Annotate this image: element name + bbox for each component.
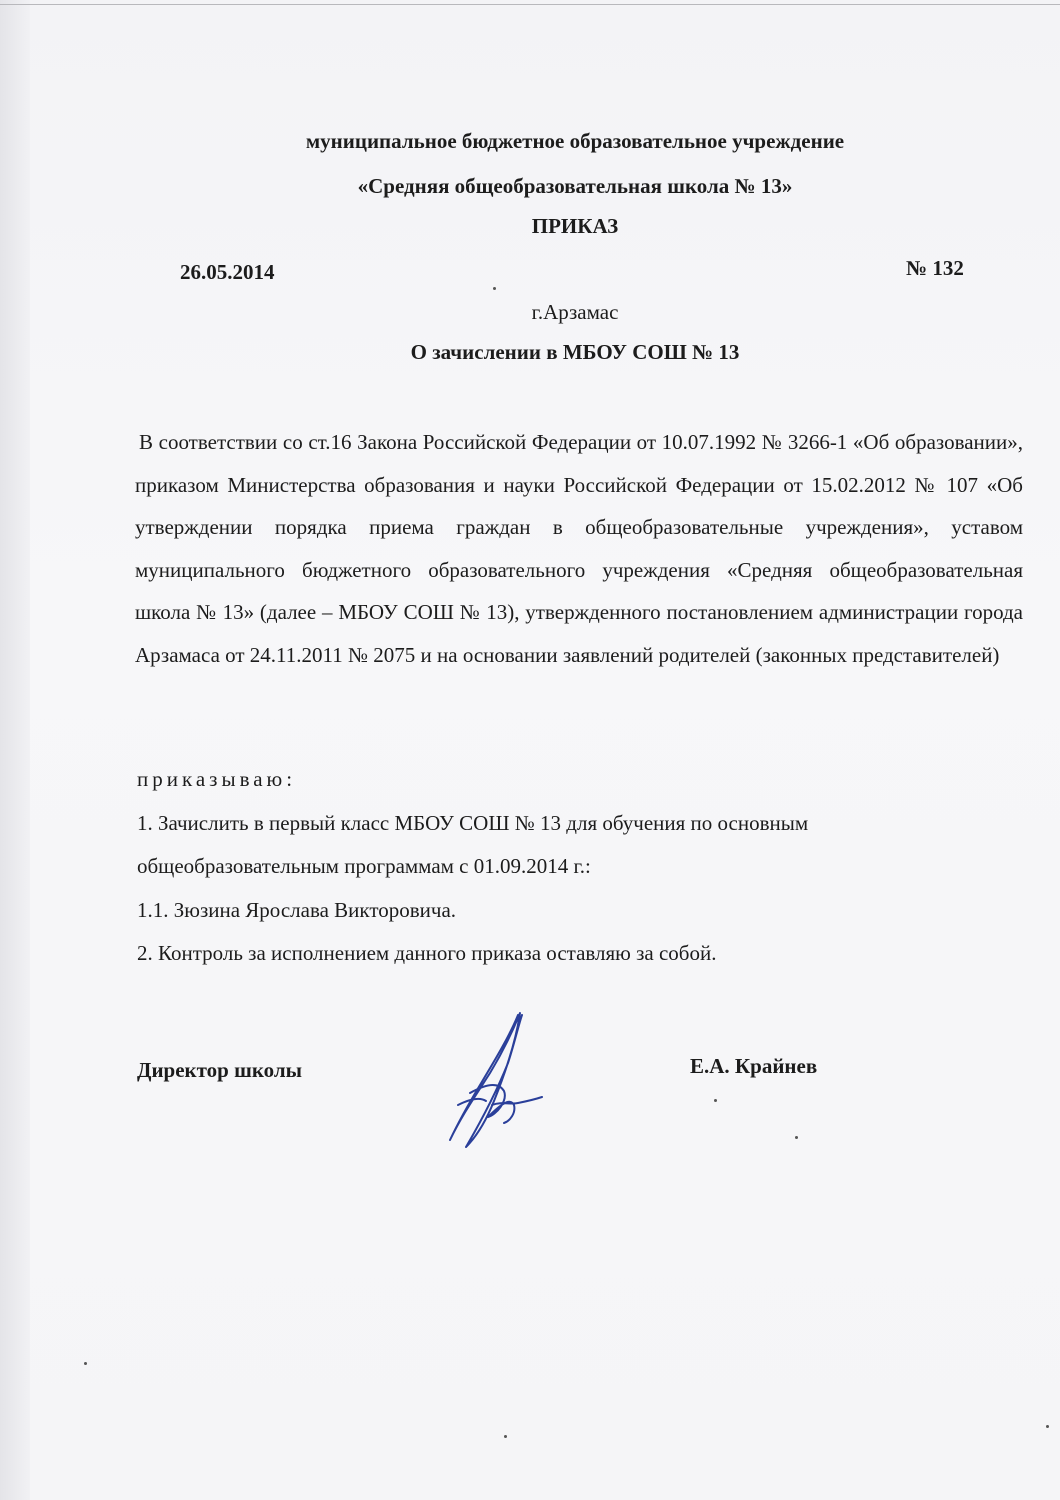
item-1-line1: 1. Зачислить в первый класс МБОУ СОШ № 13 для обучения по основным xyxy=(137,810,809,835)
handwritten-signature xyxy=(440,1005,560,1155)
order-word: приказываю: xyxy=(137,767,297,791)
order-number: № 132 xyxy=(906,256,964,280)
preamble-paragraph xyxy=(135,421,1023,676)
paper-speck xyxy=(795,1136,798,1139)
org-name-line1: муниципальное бюджетное образовательное учреждение xyxy=(305,129,845,153)
paper-speck xyxy=(714,1099,717,1102)
paper-speck xyxy=(493,287,496,290)
item-1-line2: общеобразовательным программам с 01.09.2014 г.: xyxy=(137,854,591,878)
paper-speck xyxy=(504,1435,507,1438)
document-type: ПРИКАЗ xyxy=(531,214,619,238)
item-2: 2. Контроль за исполнением данного приказа оставляю за собой. xyxy=(137,941,717,965)
order-subject: О зачислении в МБОУ СОШ № 13 xyxy=(410,340,740,364)
preamble-text: В соответствии со ст.16 Закона Российской Федерации от 10.07.1992 № 3266-1 «Об образовании», приказом Министерства образования и науки Российской Федерации от 15.02.2012 № 107 «Об утверждении порядка приема граждан в общеобразовательные учреждения», уставом муниципального бюджетного образовательного учреждения «Средняя общеобразовательная школа № 13» (далее – МБОУ СОШ № 13), утвержденного постановлением администрации города Арзамаса от 24.11.2011 № 2075 и на основании заявлений родителей (законных представителей) xyxy=(135,430,1023,667)
page-top-edge xyxy=(0,4,1060,5)
org-name-line2: «Средняя общеобразовательная школа № 13» xyxy=(357,174,793,198)
paper-speck xyxy=(84,1362,87,1365)
signatory-position: Директор школы xyxy=(137,1058,303,1082)
order-items xyxy=(137,758,1037,976)
order-date: 26.05.2014 xyxy=(180,260,275,284)
paper-speck xyxy=(1046,1425,1049,1428)
signatory-name: Е.А. Крайнев xyxy=(690,1054,818,1078)
item-1-1: 1.1. Зюзина Ярослава Викторовича. xyxy=(137,897,457,922)
city: г.Арзамас xyxy=(531,300,619,324)
